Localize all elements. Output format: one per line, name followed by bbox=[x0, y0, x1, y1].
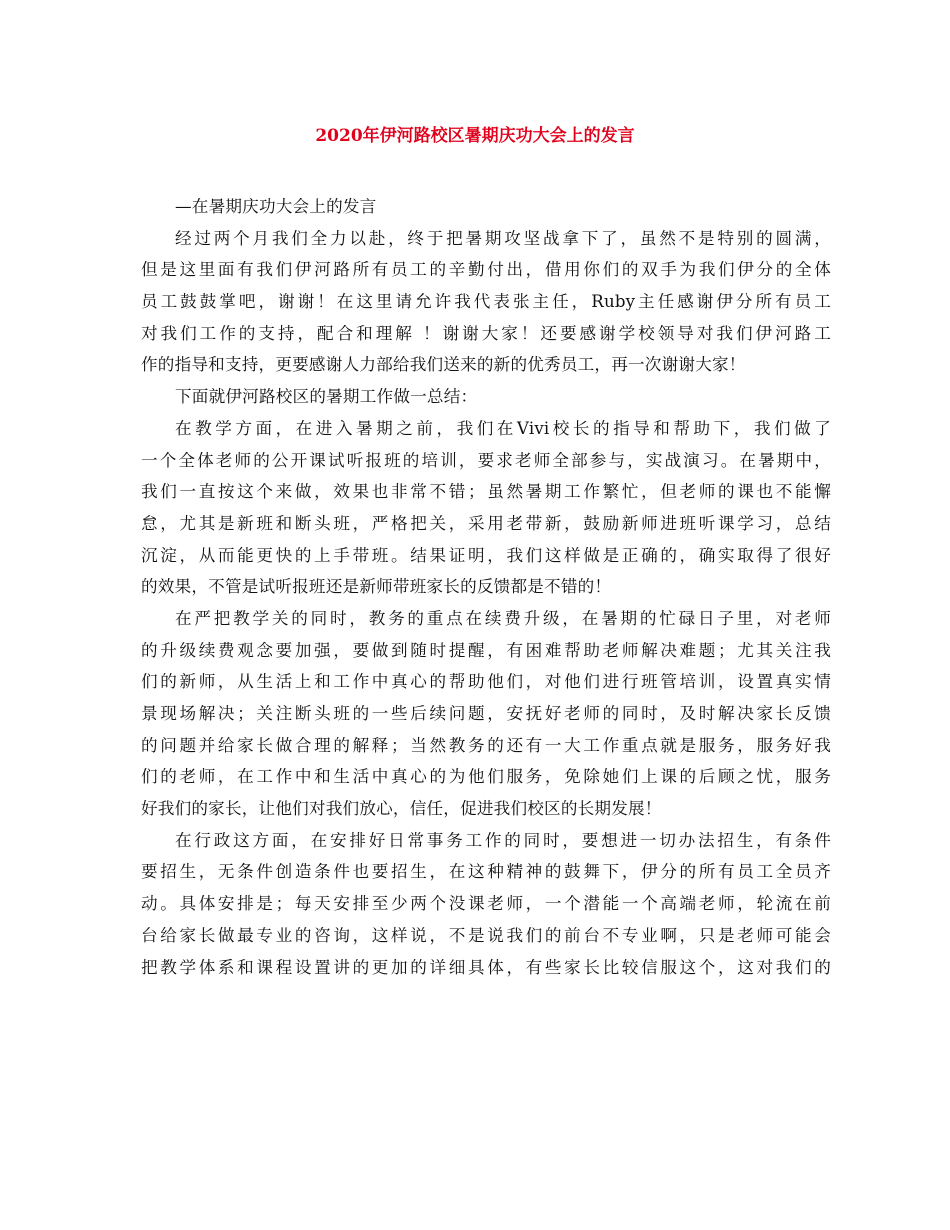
text-line: 在严把教学关的同时，教务的重点在续费升级，在暑期的忙碌日子里，对老师 bbox=[175, 608, 831, 628]
text-line: 要招生，无条件创造条件也要招生，在这种精神的鼓舞下，伊分的所有员工全员齐 bbox=[141, 862, 831, 882]
text-line: 我们一直按这个来做，效果也非常不错；虽然暑期工作繁忙，但老师的课也不能懈 bbox=[141, 482, 831, 502]
text-line: 员工鼓鼓掌吧，谢谢！在这里请允许我代表张主任，Ruby主任感谢伊分所有员工 bbox=[141, 292, 831, 312]
text-line: 经过两个月我们全力以赴，终于把暑期攻坚战拿下了，虽然不是特别的圆满， bbox=[175, 228, 831, 248]
text-line: 但是这里面有我们伊河路所有员工的辛勤付出，借用你们的双手为我们伊分的全体 bbox=[141, 260, 831, 280]
text-line: 怠，尤其是新班和断头班，严格把关，采用老带新，鼓励新师进班听课学习，总结 bbox=[141, 513, 831, 533]
text-line: 下面就伊河路校区的暑期工作做一总结： bbox=[175, 387, 478, 407]
text-line: 好我们的家长，让他们对我们放心，信任，促进我们校区的长期发展！ bbox=[141, 799, 662, 819]
text-line: 在行政这方面，在安排好日常事务工作的同时，要想进一切办法招生，有条件 bbox=[175, 830, 831, 850]
text-line: 在教学方面，在进入暑期之前，我们在Vivi校长的指导和帮助下，我们做了 bbox=[175, 418, 831, 438]
text-line: 台给家长做最专业的咨询，这样说，不是说我们的前台不专业啊，只是老师可能会 bbox=[141, 925, 831, 945]
text-line: 一个全体老师的公开课试听报班的培训，要求老师全部参与，实战演习。在暑期中， bbox=[141, 450, 831, 470]
document-body bbox=[141, 191, 831, 983]
text-line: 的问题并给家长做合理的解释；当然教务的还有一大工作重点就是服务，服务好我 bbox=[141, 735, 831, 755]
text-line: 把教学体系和课程设置讲的更加的详细具体，有些家长比较信服这个，这对我们的 bbox=[141, 957, 831, 977]
text-line: 们的新师，从生活上和工作中真心的帮助他们，对他们进行班管培训，设置真实情 bbox=[141, 672, 831, 692]
text-line: 沉淀，从而能更快的上手带班。结果证明，我们这样做是正确的，确实取得了很好 bbox=[141, 545, 831, 565]
page-title: 2020年伊河路校区暑期庆功大会上的发言 bbox=[315, 126, 635, 146]
text-line: 们的老师，在工作中和生活中真心的为他们服务，免除她们上课的后顾之忧，服务 bbox=[141, 767, 831, 787]
text-line: 动。具体安排是；每天安排至少两个没课老师，一个潜能一个高端老师，轮流在前 bbox=[141, 894, 831, 914]
text-line: 的效果，不管是试听报班还是新师带班家长的反馈都是不错的！ bbox=[141, 577, 612, 597]
text-line: 的升级续费观念要加强，要做到随时提醒，有困难帮助老师解决难题；尤其关注我 bbox=[141, 640, 831, 660]
text-line: 对我们工作的支持，配合和理解 ！谢谢大家！还要感谢学校领导对我们伊河路工 bbox=[141, 323, 831, 343]
text-line: 作的指导和支持，更要感谢人力部给我们送来的新的优秀员工，再一次谢谢大家！ bbox=[141, 355, 746, 375]
text-line: 景现场解决；关注断头班的一些后续问题，安抚好老师的同时，及时解决家长反馈 bbox=[141, 704, 831, 723]
text-line: —在暑期庆功大会上的发言 bbox=[175, 197, 377, 216]
